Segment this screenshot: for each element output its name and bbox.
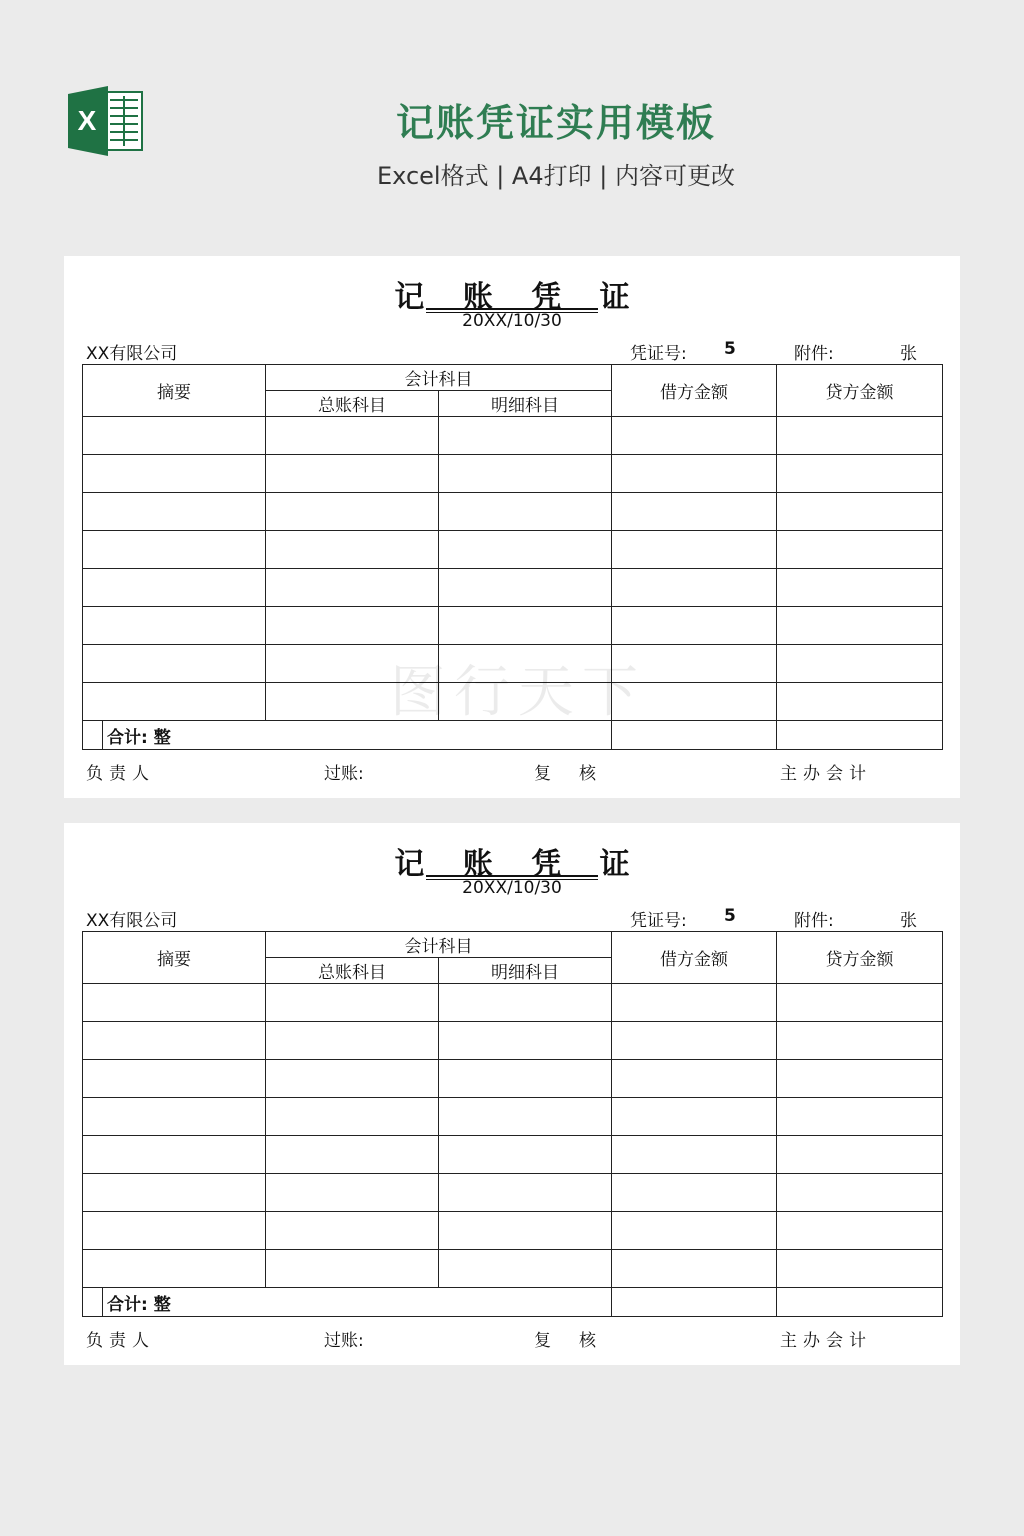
credit-cell[interactable] [777,1250,943,1288]
credit-cell[interactable] [777,493,943,531]
col-general-ledger: 总账科目 [266,958,439,984]
debit-cell[interactable] [612,607,777,645]
summary-cell[interactable] [83,984,266,1022]
credit-cell[interactable] [777,1174,943,1212]
voucher-title: 记 账 凭 证 [394,280,644,315]
debit-cell[interactable] [612,1060,777,1098]
summary-cell[interactable] [83,1060,266,1098]
summary-cell[interactable] [83,1174,266,1212]
ledger-cell[interactable] [266,417,439,455]
footer-person-in-charge: 负责人 [86,1331,155,1351]
total-spacer-cell [83,1288,103,1317]
table-row [83,1060,943,1098]
ledger-cell[interactable] [266,645,439,683]
debit-cell[interactable] [612,455,777,493]
voucher-table [82,931,943,1317]
footer-review: 复核 [534,764,624,784]
debit-cell[interactable] [612,1212,777,1250]
voucher-title: 记 账 凭 证 [394,847,644,882]
excel-logo-letter: X [77,105,97,136]
ledger-cell[interactable] [266,493,439,531]
summary-cell[interactable] [83,1022,266,1060]
table-row [83,569,943,607]
ledger-cell[interactable] [266,531,439,569]
voucher-table [82,364,943,750]
credit-cell[interactable] [777,531,943,569]
title-underline [426,875,598,877]
voucher-no-value: 5 [724,339,736,359]
table-row [83,1136,943,1174]
credit-cell[interactable] [777,984,943,1022]
col-detail: 明细科目 [439,958,612,984]
debit-cell[interactable] [612,645,777,683]
credit-cell[interactable] [777,569,943,607]
detail-cell[interactable] [439,607,612,645]
page-subtitle: Excel格式 | A4打印 | 内容可更改 [377,162,735,190]
total-debit-cell[interactable] [612,1288,777,1317]
company-name: XX有限公司 [86,344,178,364]
credit-cell[interactable] [777,645,943,683]
debit-cell[interactable] [612,569,777,607]
table-row [83,1212,943,1250]
debit-cell[interactable] [612,1250,777,1288]
credit-cell[interactable] [777,683,943,721]
debit-cell[interactable] [612,984,777,1022]
summary-cell[interactable] [83,493,266,531]
col-credit: 贷方金额 [777,932,943,984]
footer-person-in-charge: 负责人 [86,764,155,784]
voucher-no-label: 凭证号: [630,344,687,364]
credit-cell[interactable] [777,607,943,645]
total-row [83,1288,943,1317]
detail-cell[interactable] [439,1250,612,1288]
page-header [0,0,1024,230]
credit-cell[interactable] [777,1098,943,1136]
summary-cell[interactable] [83,417,266,455]
debit-cell[interactable] [612,1174,777,1212]
ledger-cell[interactable] [266,1022,439,1060]
table-row [83,531,943,569]
detail-cell[interactable] [439,645,612,683]
col-debit: 借方金额 [612,932,777,984]
summary-cell[interactable] [83,455,266,493]
title-underline [426,308,598,310]
table-row [83,683,943,721]
debit-cell[interactable] [612,1098,777,1136]
ledger-cell[interactable] [266,1212,439,1250]
footer-posting: 过账: [324,764,364,784]
detail-cell[interactable] [439,569,612,607]
table-row [83,1098,943,1136]
col-debit: 借方金额 [612,365,777,417]
voucher-date: 20XX/10/30 [462,311,562,331]
summary-cell[interactable] [83,569,266,607]
detail-cell[interactable] [439,1098,612,1136]
col-account-group: 会计科目 [266,365,612,391]
summary-cell[interactable] [83,1212,266,1250]
credit-cell[interactable] [777,455,943,493]
summary-cell[interactable] [83,1098,266,1136]
ledger-cell[interactable] [266,1174,439,1212]
col-credit: 贷方金额 [777,365,943,417]
total-label: 合计: 整 [103,721,612,750]
detail-cell[interactable] [439,417,612,455]
detail-cell[interactable] [439,683,612,721]
detail-cell[interactable] [439,455,612,493]
credit-cell[interactable] [777,417,943,455]
total-row [83,721,943,750]
table-row [83,1250,943,1288]
detail-cell[interactable] [439,1136,612,1174]
summary-cell[interactable] [83,1136,266,1174]
detail-cell[interactable] [439,531,612,569]
debit-cell[interactable] [612,1136,777,1174]
voucher-no-value: 5 [724,906,736,926]
detail-cell[interactable] [439,1022,612,1060]
attachment-unit: 张 [900,344,917,364]
footer-accountant: 主办会计 [780,1331,872,1351]
summary-cell[interactable] [83,531,266,569]
debit-cell[interactable] [612,493,777,531]
voucher-sheet-1 [64,256,960,798]
col-general-ledger: 总账科目 [266,391,439,417]
ledger-cell[interactable] [266,1250,439,1288]
col-detail: 明细科目 [439,391,612,417]
detail-cell[interactable] [439,984,612,1022]
detail-cell[interactable] [439,1060,612,1098]
footer-review: 复核 [534,1331,624,1351]
attachment-unit: 张 [900,911,917,931]
summary-cell[interactable] [83,1250,266,1288]
debit-cell[interactable] [612,531,777,569]
table-row [83,455,943,493]
detail-cell[interactable] [439,1174,612,1212]
ledger-cell[interactable] [266,683,439,721]
table-row [83,1022,943,1060]
credit-cell[interactable] [777,1022,943,1060]
total-credit-cell[interactable] [777,721,943,750]
company-name: XX有限公司 [86,911,178,931]
ledger-cell[interactable] [266,455,439,493]
detail-cell[interactable] [439,1212,612,1250]
total-credit-cell[interactable] [777,1288,943,1317]
voucher-sheet-2 [64,823,960,1365]
footer-accountant: 主办会计 [780,764,872,784]
summary-cell[interactable] [83,607,266,645]
debit-cell[interactable] [612,417,777,455]
footer-posting: 过账: [324,1331,364,1351]
attachment-label: 附件: [794,911,834,931]
col-account-group: 会计科目 [266,932,612,958]
table-row [83,607,943,645]
ledger-cell[interactable] [266,1060,439,1098]
col-summary: 摘要 [83,932,266,984]
credit-cell[interactable] [777,1212,943,1250]
detail-cell[interactable] [439,493,612,531]
table-row [83,984,943,1022]
ledger-cell[interactable] [266,607,439,645]
total-label: 合计: 整 [103,1288,612,1317]
voucher-date: 20XX/10/30 [462,878,562,898]
total-spacer-cell [83,721,103,750]
voucher-no-label: 凭证号: [630,911,687,931]
table-row [83,417,943,455]
summary-cell[interactable] [83,683,266,721]
ledger-cell[interactable] [266,984,439,1022]
ledger-cell[interactable] [266,569,439,607]
summary-cell[interactable] [83,645,266,683]
ledger-cell[interactable] [266,1136,439,1174]
attachment-label: 附件: [794,344,834,364]
ledger-cell[interactable] [266,1098,439,1136]
total-debit-cell[interactable] [612,721,777,750]
table-row [83,1174,943,1212]
debit-cell[interactable] [612,1022,777,1060]
credit-cell[interactable] [777,1060,943,1098]
debit-cell[interactable] [612,683,777,721]
credit-cell[interactable] [777,1136,943,1174]
table-row [83,493,943,531]
table-row [83,645,943,683]
excel-icon [68,86,144,156]
col-summary: 摘要 [83,365,266,417]
page-title: 记账凭证实用模板 [395,101,716,145]
